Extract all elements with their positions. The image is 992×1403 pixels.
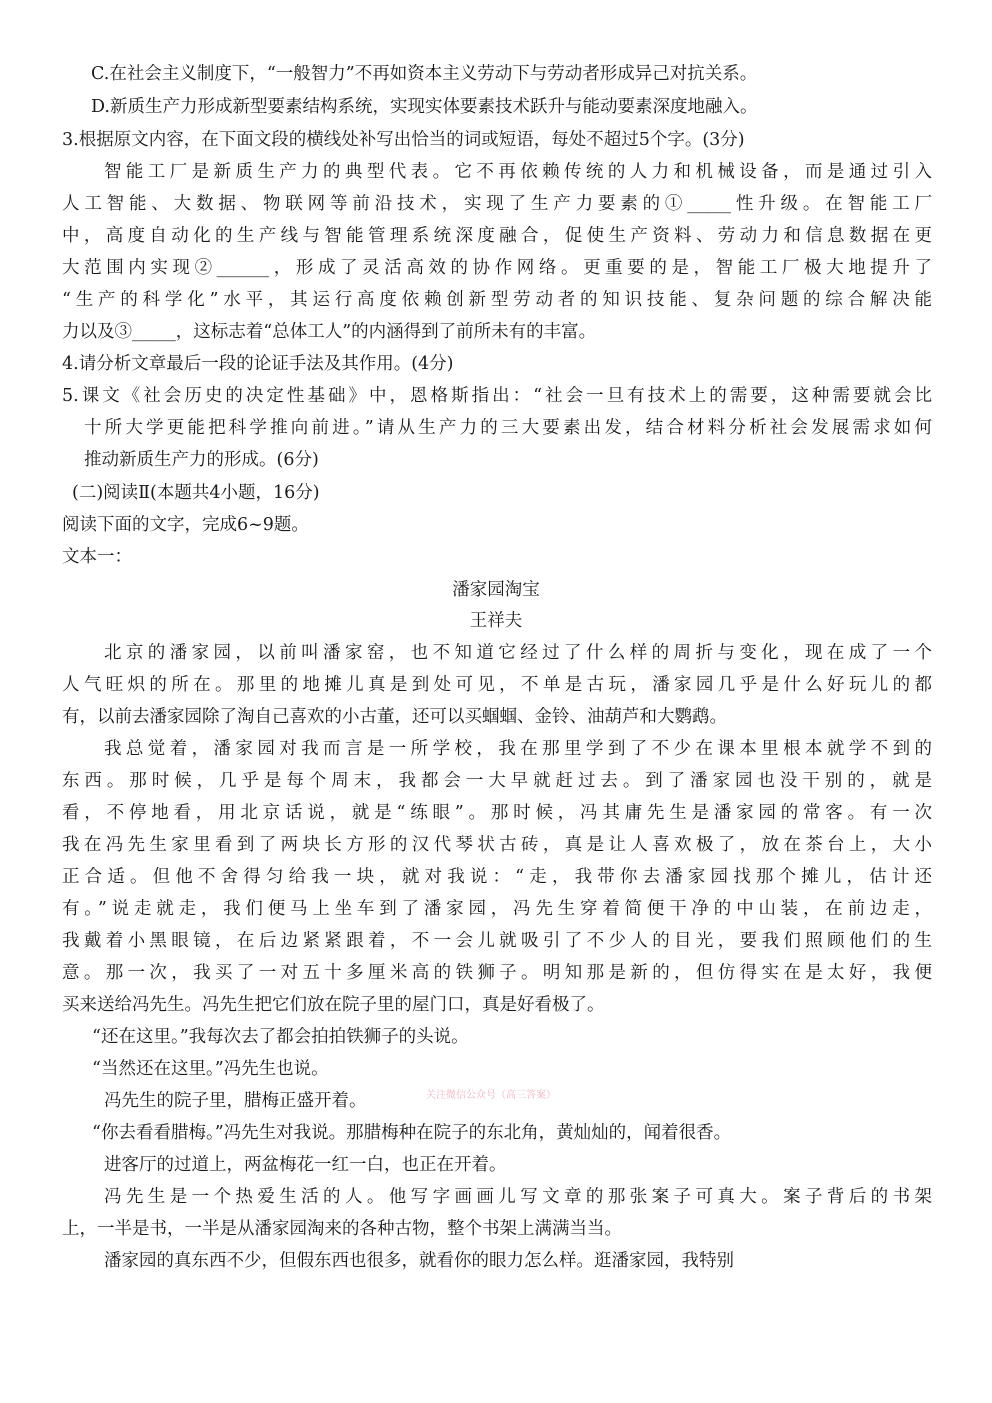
article-line: 潘家园的真东西不少，但假东西也很多，就看你的眼力怎么样。逛潘家园，我特别 <box>104 1251 734 1271</box>
article-title: 潘家园淘宝 <box>452 580 540 600</box>
article-line: 冯先生是一个热爱生活的人。他写字画画儿写文章的那张案子可真大。案子背后的书架 <box>104 1187 932 1207</box>
article-line: 北京的潘家园，以前叫潘家窑，也不知道它经过了什么样的周折与变化，现在成了一个 <box>104 643 932 663</box>
q3-passage-line: “生产的科学化”水平，其运行高度依赖创新型劳动者的知识技能、复杂问题的综合解决能 <box>62 290 932 310</box>
article-line: 看，不停地看，用北京话说，就是“练眼”。那时候，冯其庸先生是潘家园的常客。有一次 <box>62 803 932 823</box>
question-4-stem: 4.请分析文章最后一段的论证手法及其作用。(4分) <box>62 354 454 374</box>
q3-passage-line: 中，高度自动化的生产线与智能管理系统深度融合，促使生产资料、劳动力和信息数据在更 <box>62 226 932 246</box>
q3-passage-line: 力以及③_____，这标志着“总体工人”的内涵得到了前所未有的丰富。 <box>62 322 597 342</box>
q3-passage-line: 人工智能、大数据、物联网等前沿技术，实现了生产力要素的①_____性升级。在智能工厂 <box>62 194 932 214</box>
article-line: 进客厅的过道上，两盆梅花一红一白，也正在开着。 <box>104 1155 507 1175</box>
section-heading: (二)阅读Ⅱ(本题共4小题，16分) <box>72 483 320 503</box>
article-line: 我在冯先生家里看到了两块长方形的汉代琴状古砖，真是让人喜欢极了，放在茶台上，大小 <box>62 835 932 855</box>
article-line: 上，一半是书，一半是从潘家园淘来的各种古物，整个书架上满满当当。 <box>62 1219 622 1239</box>
article-line: 我戴着小黑眼镜，在后边紧紧跟着，不一会儿就吸引了不少人的目光，要我们照顾他们的生 <box>62 931 932 951</box>
article-author: 王祥夫 <box>469 611 523 631</box>
article-line: “当然还在这里。”冯先生也说。 <box>92 1059 329 1079</box>
option-d: D.新质生产力形成新型要素结构系统，实现实体要素技术跃升与能动要素深度地融入。 <box>91 97 758 117</box>
q3-passage-line: 大范围内实现②______，形成了灵活高效的协作网络。更重要的是，智能工厂极大地提升了 <box>62 258 932 278</box>
article-line: “你去看看腊梅。”冯先生对我说。那腊梅种在院子的东北角，黄灿灿的，闻着很香。 <box>92 1123 732 1143</box>
article-line: 有。”说走就走，我们便马上坐车到了潘家园，冯先生穿着简便干净的中山装，在前边走， <box>62 899 932 919</box>
article-line: 意。那一次，我买了一对五十多厘米高的铁狮子。明知那是新的，但仿得实在是太好，我便 <box>62 963 932 983</box>
watermark: 关注微信公众号（高三答案） <box>426 1090 556 1101</box>
section-instruction: 阅读下面的文字，完成6~9题。 <box>62 515 309 535</box>
article-line: 东西。那时候，几乎是每个周末，我都会一大早就赶过去。到了潘家园也没干别的，就是 <box>62 771 932 791</box>
option-c: C.在社会主义制度下，“一般智力”不再如资本主义劳动下与劳动者形成异己对抗关系。 <box>91 64 758 84</box>
question-5-line: 十所大学更能把科学推向前进。”请从生产力的三大要素出发，结合材料分析社会发展需求如何 <box>84 418 932 438</box>
article-line: 买来送给冯先生。冯先生把它们放在院子里的屋门口，真是好看极了。 <box>62 995 605 1015</box>
article-line: 正合适。但他不舍得匀给我一块，就对我说：“走，我带你去潘家园找那个摊儿，估计还 <box>62 867 932 887</box>
question-5-line: 5.课文《社会历史的决定性基础》中，恩格斯指出：“社会一旦有技术上的需要，这种需要就会比 <box>62 386 932 406</box>
question-3-stem: 3.根据原文内容，在下面文段的横线处补写出恰当的词或短语，每处不超过5个字。(3分) <box>62 130 745 150</box>
article-line: 有，以前去潘家园除了淘自己喜欢的小古董，还可以买蝈蝈、金铃、油葫芦和大鹦鹉。 <box>62 707 727 727</box>
question-5-line: 推动新质生产力的形成。(6分) <box>84 450 319 470</box>
article-line: 人气旺炽的所在。那里的地摊儿真是到处可见，不单是古玩，潘家园几乎是什么好玩儿的都 <box>62 675 932 695</box>
article-line: “还在这里。”我每次去了都会拍拍铁狮子的头说。 <box>92 1027 469 1047</box>
article-line: 我总觉着，潘家园对我而言是一所学校，我在那里学到了不少在课本里根本就学不到的 <box>104 739 932 759</box>
article-line: 冯先生的院子里，腊梅正盛开着。 <box>104 1091 367 1111</box>
q3-passage-line: 智能工厂是新质生产力的典型代表。它不再依赖传统的人力和机械设备，而是通过引入 <box>104 162 932 182</box>
text-label: 文本一： <box>62 547 132 567</box>
